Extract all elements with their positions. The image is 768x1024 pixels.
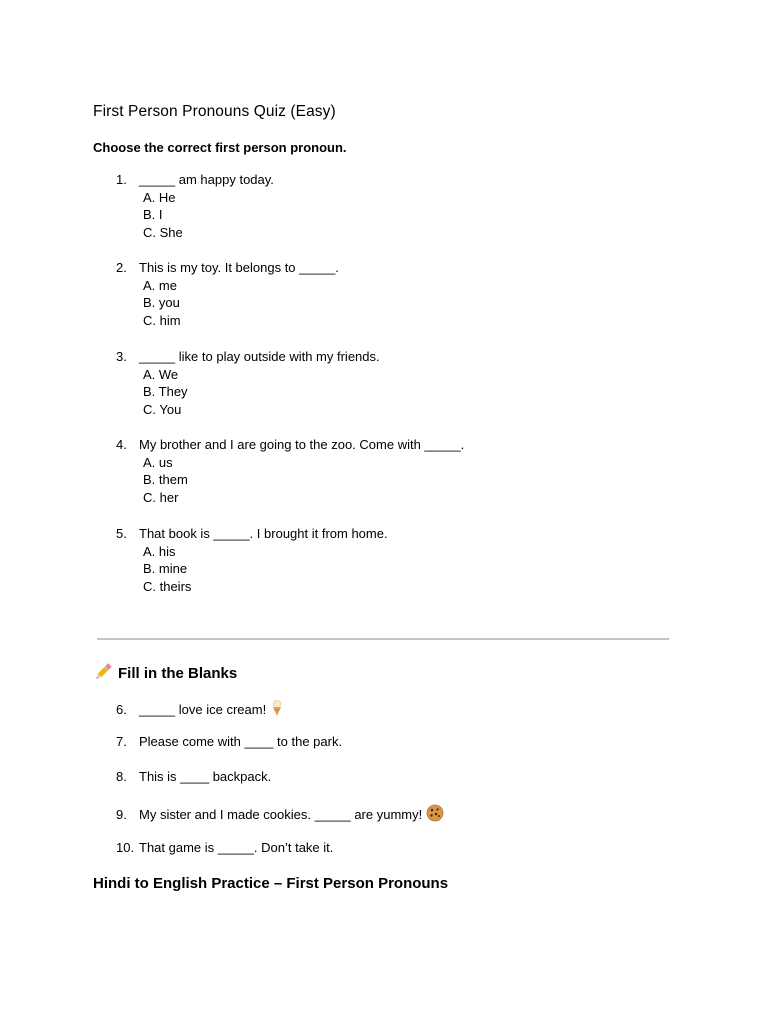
question-number: 2. [116,260,127,275]
ice-cream-icon [270,699,284,720]
section-divider [97,638,669,640]
fill-blanks-title: Fill in the Blanks [118,665,238,682]
fill-blank-item [116,734,342,749]
answer-option: C. You [143,402,182,418]
answer-option: A. We [143,366,179,382]
answer-option: A. his [143,543,176,559]
answer-option: B. mine [143,561,188,577]
fill-blank-item [116,699,284,720]
question-number: 1. [116,172,127,187]
quiz-question [116,436,464,507]
quiz-question [116,525,388,596]
answer-option: A. me [143,277,177,293]
quiz-question [116,171,274,242]
quiz-question [116,348,380,419]
hindi-section-heading: Hindi to English Practice – First Person Pronouns [93,875,449,892]
item-text: _____ love ice cream! [139,702,267,717]
item-text: My sister and I made cookies. _____ are yummy! [139,807,423,822]
answer-option: C. him [143,313,181,329]
fill-blank-item [116,840,333,855]
answer-option: A. He [143,189,176,205]
cookie-icon [426,804,444,825]
question-text: That book is _____. I brought it from home. [139,526,388,541]
fill-blanks-heading [93,663,237,682]
answer-option: B. you [143,295,180,311]
answer-option: B. They [143,384,188,400]
item-number: 7. [116,734,127,749]
question-text: _____ am happy today. [139,172,274,187]
item-number: 9. [116,807,127,822]
answer-option: C. She [143,225,183,241]
answer-option: B. them [143,472,188,488]
fill-blank-item [116,804,444,825]
fill-blank-item [116,769,271,784]
quiz-title: First Person Pronouns Quiz (Easy) [93,103,336,120]
question-number: 5. [116,526,127,541]
item-number: 6. [116,702,127,717]
quiz-question [116,259,339,330]
item-number: 10. [116,840,135,855]
question-number: 4. [116,437,127,452]
answer-option: A. us [143,454,173,470]
answer-option: B. I [143,207,163,223]
item-text: Please come with ____ to the park. [139,734,343,749]
item-number: 8. [116,769,127,784]
question-text: My brother and I are going to the zoo. Come with _____. [139,437,465,452]
item-text: That game is _____. Don’t take it. [139,840,334,855]
quiz-instruction: Choose the correct first person pronoun. [93,140,347,155]
question-number: 3. [116,349,127,364]
question-text: _____ like to play outside with my friends. [139,349,380,364]
item-text: This is ____ backpack. [139,769,272,784]
pencil-icon [93,663,112,682]
question-text: This is my toy. It belongs to _____. [139,260,339,275]
answer-option: C. theirs [143,579,192,595]
answer-option: C. her [143,490,179,506]
